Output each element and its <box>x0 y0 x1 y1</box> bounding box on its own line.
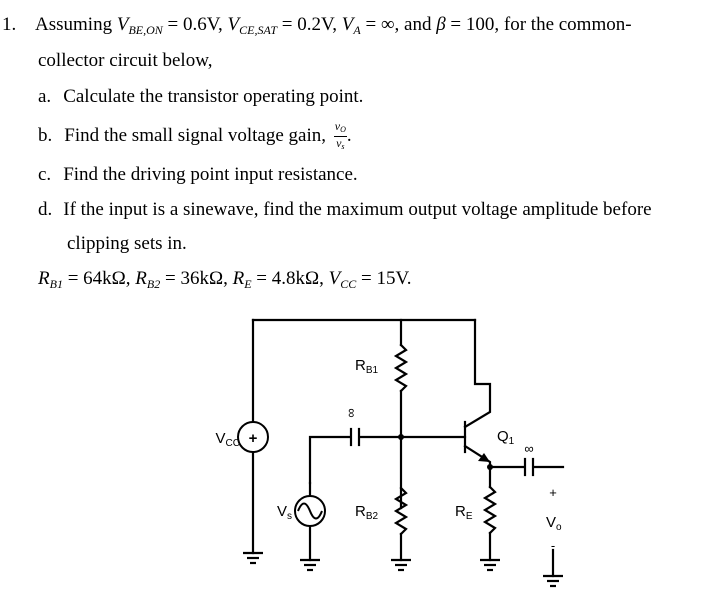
vs-label: $V_s$ <box>276 503 292 522</box>
vcc-label: $V_{CC}$ <box>215 430 240 449</box>
part-b-letter: b. <box>38 124 53 146</box>
ground-vcc-icon <box>243 553 263 563</box>
re-resistor <box>485 487 495 533</box>
vbe-sub: BE,ON <box>128 23 163 37</box>
beta-value: = 100, for the common- <box>445 14 632 35</box>
rb1-resistor <box>396 345 406 391</box>
re-label: $R_E$ <box>455 503 473 522</box>
part-a-letter: a. <box>38 86 52 107</box>
rb1-value: = 64kΩ, <box>62 268 136 289</box>
rb1-label: $R_{B1}$ <box>355 357 379 376</box>
vbe-value: = 0.6V, <box>162 14 228 35</box>
re-sub: E <box>244 277 252 291</box>
vo-plus: + <box>549 485 557 500</box>
part-d-line-2: clipping sets in. <box>67 233 187 254</box>
part-a-text: Calculate the transistor operating point. <box>63 86 364 107</box>
ground-re-icon <box>480 560 500 570</box>
problem-line-2: collector circuit below, <box>38 50 213 71</box>
ground-vs-icon <box>300 560 320 570</box>
rb2-value: = 36kΩ, <box>160 268 233 289</box>
rb1-symbol: R <box>38 268 50 289</box>
cin-infinity: ∞ <box>343 408 358 418</box>
cout-infinity: ∞ <box>524 441 534 456</box>
rb2-sub: B2 <box>146 277 161 291</box>
vo-label: $V_o$ <box>546 514 562 533</box>
vcc-plus: + <box>248 430 258 447</box>
gain-num-sub: O <box>340 125 346 134</box>
va-sub: A <box>353 23 361 37</box>
part-d-text: If the input is a sinewave, find the maximum output voltage amplitude before <box>63 199 652 220</box>
q1-collector <box>465 320 490 427</box>
gain-den-sub: s <box>341 142 345 151</box>
part-d-letter: d. <box>38 199 53 220</box>
rb2-symbol: R <box>135 268 147 289</box>
re-value: = 4.8kΩ, <box>251 268 329 289</box>
rb1-sub: B1 <box>49 277 63 291</box>
beta-symbol: β <box>436 14 446 35</box>
cin-wire-left <box>310 437 350 483</box>
ground-rb2-icon <box>391 560 411 570</box>
va-symbol: V <box>341 14 354 35</box>
gain-den: v <box>336 136 342 150</box>
vcc-value: = 15V. <box>356 268 412 289</box>
part-b-text: Find the small signal voltage gain, <box>64 124 331 146</box>
part-c-text: Find the driving point input resistance. <box>63 164 358 185</box>
vcc-symbol: V <box>328 268 341 289</box>
vce-sub: CE,SAT <box>239 23 278 37</box>
vce-symbol: V <box>227 14 240 35</box>
junction-dot-base <box>398 434 404 440</box>
q1-emitter <box>465 446 490 487</box>
vcc-sub: CC <box>340 277 357 291</box>
gain-num: v <box>334 119 341 133</box>
part-c-letter: c. <box>38 164 52 185</box>
vbe-symbol: V <box>116 14 129 35</box>
vo-minus: - <box>550 538 556 553</box>
rb2-resistor <box>396 488 406 534</box>
vce-value: = 0.2V, <box>277 14 342 35</box>
va-value: = ∞, and <box>360 14 437 35</box>
re-symbol: R <box>232 268 245 289</box>
ground-vo-icon <box>543 576 563 586</box>
intro-text: Assuming <box>35 14 117 35</box>
q1-label: $Q_1$ <box>497 428 515 447</box>
junction-dot-emitter <box>487 464 493 470</box>
rb2-label: $R_{B2}$ <box>355 503 379 522</box>
part-b-tail: . <box>346 124 352 146</box>
problem-number: 1. <box>2 14 17 35</box>
